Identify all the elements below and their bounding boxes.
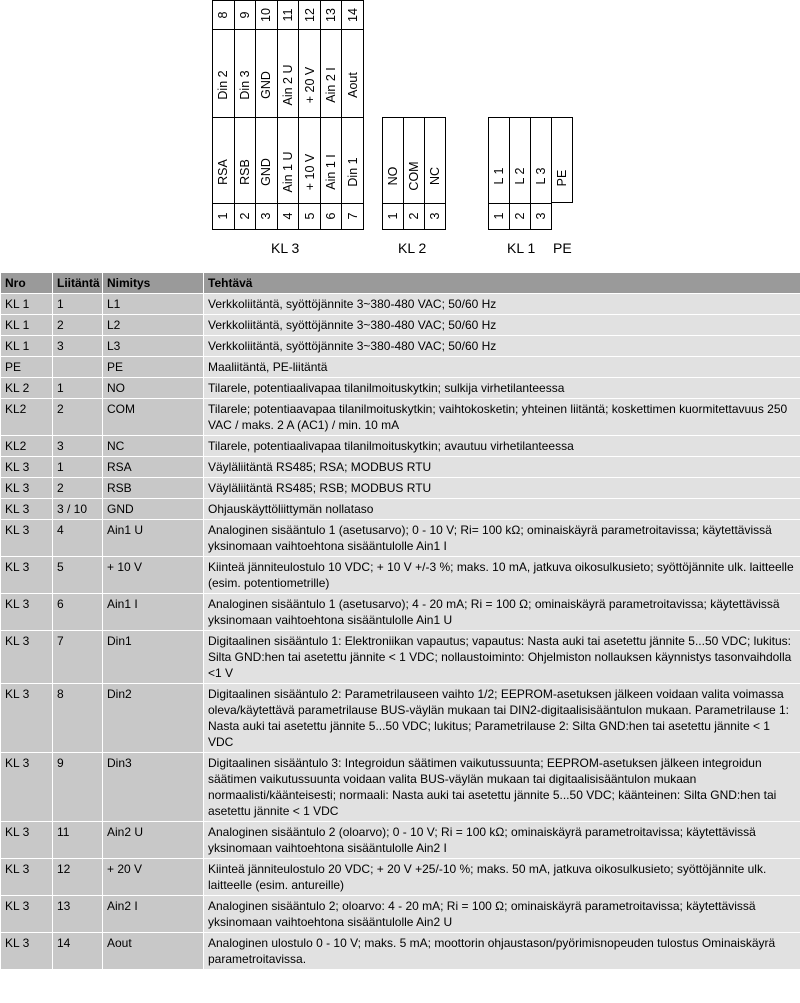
cell-nimitys: NC	[103, 436, 204, 457]
table-row	[1, 520, 800, 557]
terminal-number: 14	[345, 8, 360, 22]
terminal-name: PE	[555, 169, 569, 187]
kl3-lower-terminal-block	[212, 117, 364, 230]
header-nro: Nro	[1, 273, 53, 294]
cell-nimitys: Din2	[103, 684, 204, 753]
terminal-column	[320, 1, 342, 117]
cell-nimitys: COM	[103, 399, 204, 436]
cell-tehtava: Verkkoliitäntä, syöttöjännite 3~380-480 VAC; 50/60 Hz	[204, 336, 800, 357]
cell-liitanta: 12	[53, 859, 103, 896]
cell-nimitys: GND	[103, 499, 204, 520]
cell-nro: KL2	[1, 436, 53, 457]
terminal-number: 3	[534, 212, 548, 220]
cell-nimitys: RSA	[103, 457, 204, 478]
terminal-name: COM	[407, 161, 421, 191]
cell-nimitys: + 10 V	[103, 557, 204, 594]
cell-tehtava: Analoginen sisääntulo 2 (oloarvo); 0 - 10 V; Ri = 100 kΩ; ominaiskäyrä parametroitavissa; käytettävissä yksinomaan vaihtoehtona sisääntulolle Ain2 I	[204, 822, 800, 859]
cell-nro: KL 3	[1, 822, 53, 859]
cell-nimitys: Ain2 U	[103, 822, 204, 859]
cell-liitanta: 4	[53, 520, 103, 557]
cell-nro: KL 1	[1, 294, 53, 315]
cell-liitanta: 2	[53, 399, 103, 436]
cell-nimitys: RSB	[103, 478, 204, 499]
cell-nimitys: L2	[103, 315, 204, 336]
cell-liitanta	[53, 357, 103, 378]
terminal-column	[509, 118, 530, 229]
kl1-group-label: KL 1	[507, 240, 536, 256]
cell-tehtava: Verkkoliitäntä, syöttöjännite 3~380-480 VAC; 50/60 Hz	[204, 315, 800, 336]
terminal-number: 8	[216, 11, 231, 19]
header-tehtava: Tehtävä	[204, 273, 800, 294]
cell-tehtava: Maaliitäntä, PE-liitäntä	[204, 357, 800, 378]
terminal-column	[213, 1, 234, 117]
cell-tehtava: Ohjauskäyttöliittymän nollataso	[204, 499, 800, 520]
cell-nro: PE	[1, 357, 53, 378]
cell-nimitys: Ain1 U	[103, 520, 204, 557]
terminal-column	[277, 118, 299, 229]
terminal-name: Ain 1 I	[324, 154, 339, 190]
terminal-number: 3	[428, 212, 442, 220]
table-row	[1, 399, 800, 436]
terminal-column	[234, 1, 256, 117]
cell-nro: KL 3	[1, 896, 53, 933]
pe-terminal-block	[551, 117, 573, 203]
cell-nimitys: Ain2 I	[103, 896, 204, 933]
cell-liitanta: 7	[53, 631, 103, 684]
kl2-group-label: KL 2	[398, 240, 427, 256]
cell-liitanta: 1	[53, 294, 103, 315]
table-row	[1, 457, 800, 478]
terminal-number: 1	[386, 212, 400, 220]
terminal-number: 1	[216, 212, 231, 220]
terminal-column	[489, 118, 509, 229]
cell-nro: KL2	[1, 399, 53, 436]
cell-nro: KL 2	[1, 378, 53, 399]
cell-tehtava: Väyläliitäntä RS485; RSA; MODBUS RTU	[204, 457, 800, 478]
terminal-number: 3	[259, 212, 274, 220]
terminal-column	[341, 118, 363, 229]
terminal-name: + 10 V	[302, 153, 317, 191]
cell-tehtava: Kiinteä jänniteulostulo 10 VDC; + 10 V +/-3 %; maks. 10 mA, jatkuva oikosulkusieto; syöttöjännite ulk. laitteelle (esim. potentiometrille)	[204, 557, 800, 594]
terminal-column	[298, 1, 320, 117]
terminal-number: 1	[492, 212, 506, 220]
cell-liitanta: 9	[53, 753, 103, 822]
cell-tehtava: Digitaalinen sisääntulo 1: Elektroniikan vapautus; vapautus: Nasta auki tai asetettu jännite 5...50 VDC; lukitus: Silta GND:hen tai asetettu jännite < 1 VDC; nollaustoiminto: Ohjelmiston nollauksen käynnistys tasonvaihdolla <1 V	[204, 631, 800, 684]
terminal-name: Din 1	[345, 157, 360, 187]
table-row	[1, 933, 800, 970]
terminal-name: RSA	[216, 159, 231, 185]
cell-liitanta: 13	[53, 896, 103, 933]
terminal-column	[424, 118, 445, 229]
terminal-name: L 2	[513, 167, 527, 185]
header-liitanta: Liitäntä	[53, 273, 103, 294]
cell-nimitys: L1	[103, 294, 204, 315]
kl3-upper-terminal-block	[212, 0, 364, 118]
pe-group-label: PE	[553, 240, 572, 256]
table-row	[1, 557, 800, 594]
cell-nro: KL 3	[1, 631, 53, 684]
terminal-number: 5	[302, 212, 317, 220]
cell-tehtava: Analoginen sisääntulo 1 (asetusarvo); 0 - 10 V; Ri= 100 kΩ; ominaiskäyrä parametroitavissa; käytettävissä yksinomaan vaihtoehtona sisääntulolle Ain1 I	[204, 520, 800, 557]
cell-liitanta: 3 / 10	[53, 499, 103, 520]
terminal-name: Ain 2 U	[281, 64, 296, 106]
terminal-diagram	[0, 0, 800, 268]
terminal-number: 4	[281, 212, 296, 220]
table-row	[1, 336, 800, 357]
terminal-number: 10	[259, 8, 274, 22]
terminal-number: 2	[407, 212, 421, 220]
cell-nro: KL 1	[1, 315, 53, 336]
terminal-column	[298, 118, 320, 229]
cell-nro: KL 1	[1, 336, 53, 357]
terminal-name: GND	[259, 71, 274, 99]
table-row	[1, 315, 800, 336]
table-row	[1, 378, 800, 399]
cell-tehtava: Tilarele, potentiaalivapaa tilanilmoituskytkin; sulkija virhetilanteessa	[204, 378, 800, 399]
terminal-column	[255, 1, 277, 117]
cell-nro: KL 3	[1, 859, 53, 896]
cell-nro: KL 3	[1, 457, 53, 478]
cell-nimitys: PE	[103, 357, 204, 378]
cell-tehtava: Kiinteä jänniteulostulo 20 VDC; + 20 V +25/-10 %; maks. 50 mA, jatkuva oikosulkusieto; syöttöjännite ulk. laitteelle (esim. antureille)	[204, 859, 800, 896]
table-row	[1, 478, 800, 499]
table-row	[1, 896, 800, 933]
terminal-number: 6	[324, 212, 339, 220]
table-row	[1, 357, 800, 378]
terminal-name: Ain 1 U	[281, 151, 296, 193]
cell-liitanta: 5	[53, 557, 103, 594]
table-row	[1, 499, 800, 520]
cell-liitanta: 3	[53, 436, 103, 457]
cell-nimitys: Ain1 I	[103, 594, 204, 631]
cell-nro: KL 3	[1, 557, 53, 594]
kl1-terminal-block	[488, 117, 552, 230]
header-nimitys: Nimitys	[103, 273, 204, 294]
cell-nro: KL 3	[1, 753, 53, 822]
terminal-column	[213, 118, 234, 229]
terminal-column	[552, 118, 572, 202]
cell-liitanta: 14	[53, 933, 103, 970]
table-header-row	[1, 273, 800, 294]
terminal-column	[403, 118, 424, 229]
cell-tehtava: Tilarele, potentiaalivapaa tilanilmoituskytkin; avautuu virhetilanteessa	[204, 436, 800, 457]
cell-tehtava: Analoginen sisääntulo 2; oloarvo: 4 - 20 mA; Ri = 100 Ω; ominaiskäyrä parametroitavissa; käytettävissä yksinomaan vaihtoehtona sisääntulolle Ain2 U	[204, 896, 800, 933]
cell-tehtava: Analoginen sisääntulo 1 (asetusarvo); 4 - 20 mA; Ri = 100 Ω; ominaiskäyrä parametroitavissa; käytettävissä yksinomaan vaihtoehtona sisääntulolle Ain1 U	[204, 594, 800, 631]
cell-nimitys: + 20 V	[103, 859, 204, 896]
cell-tehtava: Väyläliitäntä RS485; RSB; MODBUS RTU	[204, 478, 800, 499]
terminal-column	[530, 118, 551, 229]
terminal-number: 7	[345, 212, 360, 220]
terminal-name: GND	[259, 158, 274, 186]
table-row	[1, 594, 800, 631]
cell-liitanta: 11	[53, 822, 103, 859]
terminal-column	[255, 118, 277, 229]
cell-tehtava: Analoginen ulostulo 0 - 10 V; maks. 5 mA; moottorin ohjaustason/pyörimisnopeuden tulostus Ominaiskäyrä parametroitavissa.	[204, 933, 800, 970]
terminal-number: 2	[513, 212, 527, 220]
cell-nimitys: Din3	[103, 753, 204, 822]
terminal-name: NO	[386, 166, 400, 186]
cell-nro: KL 3	[1, 684, 53, 753]
terminal-name: + 20 V	[302, 66, 317, 104]
table-row	[1, 294, 800, 315]
cell-liitanta: 6	[53, 594, 103, 631]
cell-nro: KL 3	[1, 594, 53, 631]
terminal-column	[277, 1, 299, 117]
cell-tehtava: Digitaalinen sisääntulo 3: Integroidun säätimen vaikutussuunta; EEPROM-asetuksen jälkeen integroidun säätimen vaikutussuunta voidaan valita BUS-väylän mukaan tai digitaalisisääntulon mukaan normaalisti/kääntеisesti; normaali: Nasta auki tai asetettu jännite 5...50 VDC; kääntеinen: Silta GND:hen tai asetettu jännite < 1 VDC	[204, 753, 800, 822]
cell-tehtava: Digitaalinen sisääntulo 2: Parametrilauseen vaihto 1/2; EEPROM-asetuksen jälkeen voidaan valita voimassa oleva/käytettävä parametrilause BUS-väylän mukaan tai DIN2-digitaalisisääntulon mukaan. Parametrilause 1: Nasta auki tai asetettu jännite 5...50 VDC; lukitus; Parametrilause 2: Silta GND:hen tai asetettu jännite < 1 VDC	[204, 684, 800, 753]
table-row	[1, 684, 800, 753]
terminal-name: Din 3	[237, 70, 252, 100]
cell-nimitys: NO	[103, 378, 204, 399]
cell-nimitys: Din1	[103, 631, 204, 684]
terminal-name: Aout	[345, 72, 360, 98]
cell-liitanta: 8	[53, 684, 103, 753]
kl3-group-label: KL 3	[271, 240, 300, 256]
terminal-name: L 1	[492, 167, 506, 185]
table-row	[1, 859, 800, 896]
table-row	[1, 753, 800, 822]
terminal-name: Din 2	[216, 70, 231, 100]
cell-tehtava: Tilarele; potentiaavapaa tilanilmoituskytkin; vaihtokosketin; yhteinen liitäntä; koskettimen kuormitettavuus 250 VAC / maks. 2 A (AC1) / min. 10 mA	[204, 399, 800, 436]
cell-nimitys: L3	[103, 336, 204, 357]
cell-nro: KL 3	[1, 499, 53, 520]
terminal-name: RSB	[237, 159, 252, 185]
terminal-name: Ain 2 I	[324, 67, 339, 103]
terminal-number: 12	[302, 8, 317, 22]
terminal-column	[341, 1, 363, 117]
terminal-column	[383, 118, 403, 229]
terminal-number: 9	[237, 11, 252, 19]
terminal-name: L 3	[534, 167, 548, 185]
terminal-table	[0, 272, 800, 970]
cell-nimitys: Aout	[103, 933, 204, 970]
cell-nro: KL 3	[1, 520, 53, 557]
kl2-terminal-block	[382, 117, 446, 230]
cell-liitanta: 1	[53, 378, 103, 399]
cell-liitanta: 2	[53, 478, 103, 499]
cell-nro: KL 3	[1, 933, 53, 970]
terminal-number: 13	[324, 8, 339, 22]
cell-liitanta: 1	[53, 457, 103, 478]
terminal-name: NC	[428, 166, 442, 186]
terminal-number: 11	[281, 8, 296, 22]
cell-nro: KL 3	[1, 478, 53, 499]
table-row	[1, 822, 800, 859]
table-row	[1, 436, 800, 457]
terminal-column	[320, 118, 342, 229]
cell-liitanta: 3	[53, 336, 103, 357]
cell-liitanta: 2	[53, 315, 103, 336]
cell-tehtava: Verkkoliitäntä, syöttöjännite 3~380-480 VAC; 50/60 Hz	[204, 294, 800, 315]
terminal-number: 2	[237, 212, 252, 220]
table-row	[1, 631, 800, 684]
terminal-column	[234, 118, 256, 229]
